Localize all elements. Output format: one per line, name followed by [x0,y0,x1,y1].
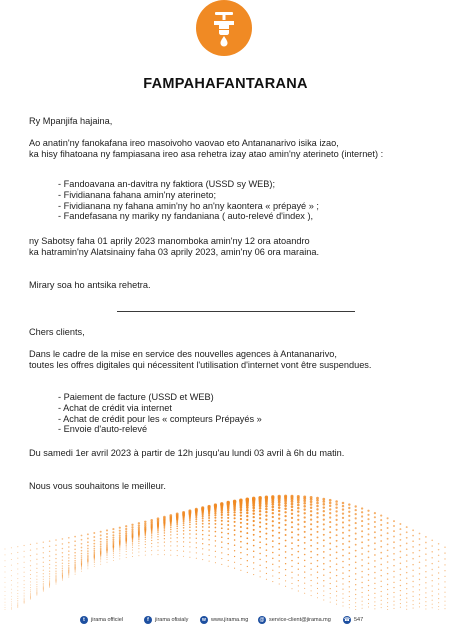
email-icon: @ [259,617,265,623]
water-tap-icon [196,0,252,56]
malagasy-intro-line1: Ao anatin'ny fanokafana ireo masoivoho vaovao eto Antananarivo isika izao, [29,138,339,148]
list-item: - Achat de crédit via internet [58,402,172,413]
malagasy-greeting: Ry Mpanjifa hajaina, [29,116,113,126]
french-intro-line1: Dans le cadre de la mise en service des nouvelles agences à Antananarivo, [29,349,337,359]
globe-icon: w [200,616,208,624]
list-item: - Fandefasana ny mariky ny fandaniana ( auto-relevé d'index ), [58,211,314,222]
footer-facebook[interactable] [144,615,188,625]
malagasy-closing: Mirary soa ho antsika rehetra. [29,280,151,290]
facebook-handle: jirama ofisialy [155,617,189,623]
footer-phone[interactable] [343,615,363,625]
french-service-list [58,392,262,435]
footer-website[interactable] [200,615,248,625]
malagasy-period-line1: ny Sabotsy faha 01 aprily 2023 manomboka amin'ny 12 ora atoandro [29,236,310,246]
footer-email[interactable] [258,615,331,625]
section-divider [117,311,355,312]
list-item: - Fividianana ny fahana amin'ny ho an'ny kaontera « prépayé » ; [58,200,319,211]
french-period: Du samedi 1er avril 2023 à partir de 12h jusqu'au lundi 03 avril à 6h du matin. [29,448,345,458]
malagasy-period-line2: ka hatramin'ny Alatsinainy faha 03 aprily 2023, amin'ny 06 ora maraina. [29,247,320,257]
french-closing: Nous vous souhaitons le meilleur. [29,481,166,491]
malagasy-intro-line2: ka hisy fihatoana ny fampiasana ireo asa rehetra izay atao amin'ny aterineto (internet) : [29,149,384,159]
list-item: - Fandoavana an-davitra ny faktiora (USSD sy WEB); [58,179,276,189]
phone-number: 547 [354,617,364,623]
jirama-logo [196,0,252,56]
twitter-handle: jirama officiel [91,617,123,623]
list-item: - Paiement de facture (USSD et WEB) [58,392,214,402]
french-greeting: Chers clients, [29,327,85,337]
page-title: FAMPAHAFANTARANA [143,76,308,92]
contact-footer [0,612,451,628]
facebook-icon: f [144,616,152,624]
french-intro-line2: toutes les offres digitales qui nécessitent l'utilisation d'internet vont être suspendues. [29,360,372,370]
decorative-wave [0,460,451,610]
list-item: - Fividianana fahana amin'ny aterineto; [58,189,217,200]
malagasy-service-list [58,179,319,222]
list-item: - Achat de crédit pour les « compteurs Prépayés » [58,413,262,424]
email-address: service-client@jirama.mg [269,617,331,623]
footer-twitter[interactable] [80,615,123,625]
website-url: www.jirama.mg [211,617,249,623]
twitter-icon: t [80,616,88,624]
list-item: - Envoie d'auto-relevé [58,424,148,435]
phone-icon: ☎ [343,617,351,623]
